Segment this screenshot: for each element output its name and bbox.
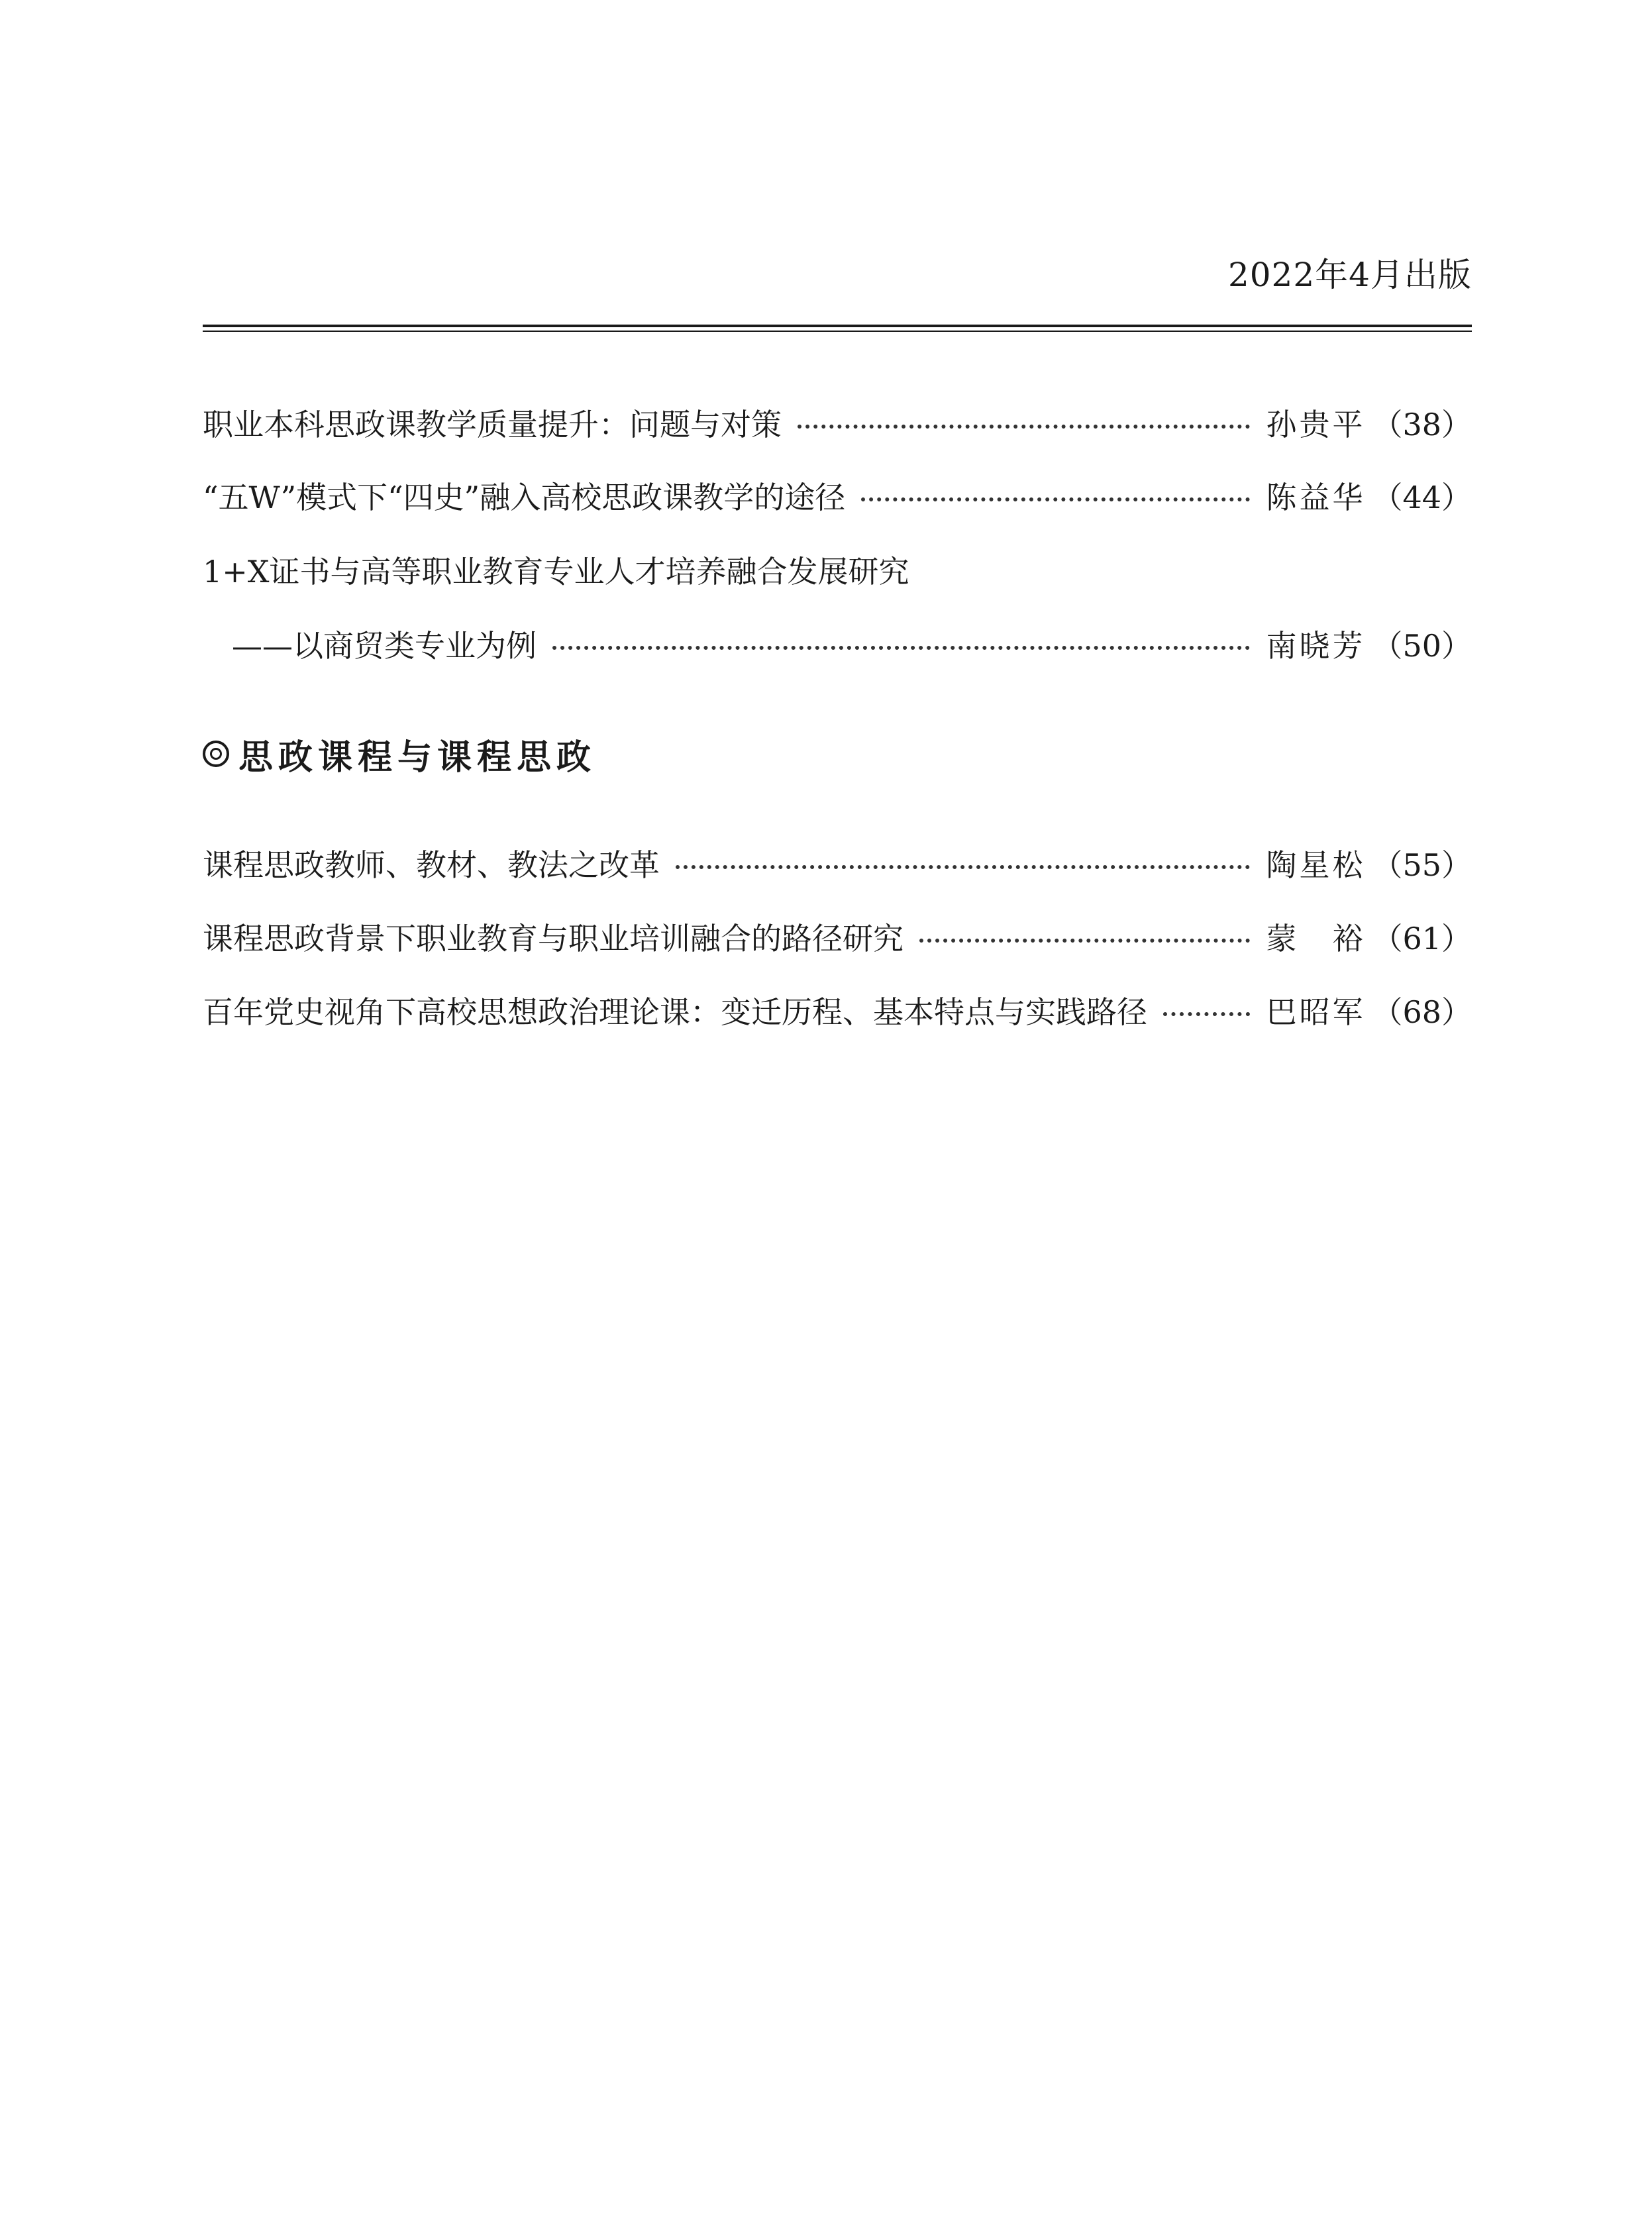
toc-entry-title: 1+X证书与高等职业教育专业人才培养融合发展研究 [203, 554, 909, 590]
toc-entry-author: 陶星松 [1266, 847, 1366, 883]
double-circle-icon [203, 741, 229, 767]
toc-entry[interactable] [203, 987, 1472, 1033]
toc-entry-author: 陈益华 [1266, 480, 1366, 515]
toc-entry-title: “五W”模式下“四史”融入高校思政课教学的途径 [203, 480, 846, 515]
toc-entry[interactable] [203, 840, 1472, 886]
toc-entry-author: 巴昭军 [1266, 994, 1366, 1030]
dot-leader [798, 425, 1250, 429]
toc-entry-page: （68） [1372, 994, 1472, 1030]
toc-entry-page: （50） [1372, 628, 1472, 664]
toc-entry-title: 课程思政背景下职业教育与职业培训融合的路径研究 [203, 921, 903, 956]
toc-entry[interactable] [203, 546, 1472, 593]
toc-entry[interactable] [203, 472, 1472, 519]
toc-entry-title: 课程思政教师、教材、教法之改革 [203, 847, 660, 883]
header-rule-thin [203, 331, 1472, 332]
toc-entry[interactable] [203, 913, 1472, 960]
section-heading [203, 727, 596, 780]
publication-date: 2022年4月出版 [1227, 256, 1472, 294]
section-title: 思政课程与课程思政 [238, 737, 597, 778]
dot-leader [919, 939, 1250, 943]
toc-entry-title: 百年党史视角下高校思想政治理论课：变迁历程、基本特点与实践路径 [203, 994, 1147, 1030]
toc-entry-author: 孙贵平 [1266, 407, 1366, 442]
toc-entry[interactable] [203, 399, 1472, 446]
toc-entry-page: （38） [1372, 407, 1472, 442]
dot-leader [676, 865, 1250, 869]
header-rule-thick [203, 325, 1472, 327]
toc-entry-page: （44） [1372, 480, 1472, 515]
toc-entry-page: （61） [1372, 921, 1472, 956]
toc-entry-subline[interactable] [232, 621, 1472, 667]
toc-entry-subtitle: ——以商贸类专业为例 [232, 628, 537, 664]
toc-entry-title: 职业本科思政课教学质量提升：问题与对策 [203, 407, 782, 442]
toc-entry-author: 南晓芳 [1266, 628, 1366, 664]
page-header [203, 252, 1472, 298]
toc-entry-page: （55） [1372, 847, 1472, 883]
dot-leader [552, 646, 1250, 650]
dot-leader [1163, 1012, 1250, 1016]
toc-entry-author: 蒙 裕 [1266, 921, 1366, 956]
dot-leader [861, 497, 1250, 501]
